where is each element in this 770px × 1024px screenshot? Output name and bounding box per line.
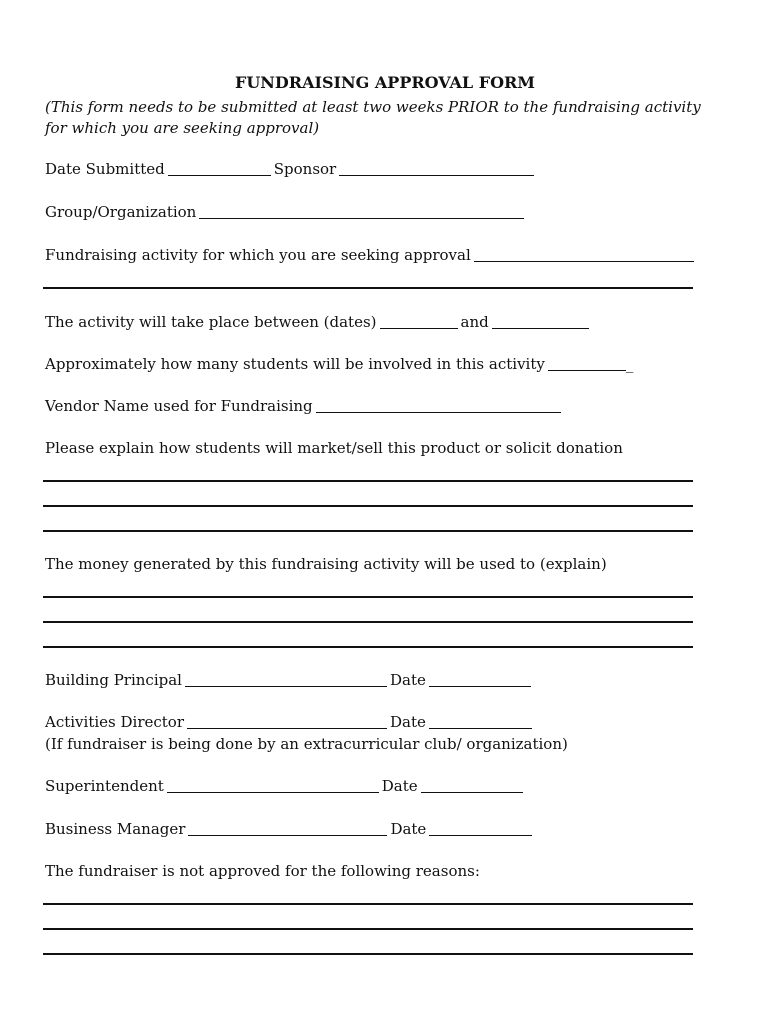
activities-director-signature-field[interactable] bbox=[187, 714, 387, 729]
not-approved-line-1[interactable] bbox=[43, 903, 693, 905]
business-manager-label: Business Manager bbox=[45, 820, 186, 838]
row-dates bbox=[45, 312, 592, 332]
row-principal bbox=[45, 670, 534, 690]
row-activities-director bbox=[45, 712, 535, 732]
row-vendor bbox=[45, 396, 564, 416]
form-subtitle: (This form needs to be submitted at least two weeks PRIOR to the fundraising activity for which you are seeking approval) bbox=[45, 98, 701, 137]
start-date-field[interactable] bbox=[380, 314, 458, 329]
activities-director-label: Activities Director bbox=[45, 713, 184, 731]
vendor-label: Vendor Name used for Fundraising bbox=[45, 397, 313, 415]
students-field[interactable] bbox=[548, 356, 626, 371]
market-line-2[interactable] bbox=[43, 505, 693, 507]
row-group bbox=[45, 202, 527, 222]
row-money bbox=[45, 554, 607, 574]
money-line-3[interactable] bbox=[43, 646, 693, 648]
row-market bbox=[45, 438, 623, 458]
principal-signature-field[interactable] bbox=[185, 672, 387, 687]
activities-director-date-label: Date bbox=[390, 713, 426, 731]
market-line-1[interactable] bbox=[43, 480, 693, 482]
business-manager-date-field[interactable] bbox=[429, 821, 532, 836]
principal-date-field[interactable] bbox=[429, 672, 531, 687]
date-submitted-label: Date Submitted bbox=[45, 160, 165, 178]
superintendent-label: Superintendent bbox=[45, 777, 164, 795]
group-field[interactable] bbox=[199, 204, 524, 219]
row-business-manager bbox=[45, 819, 535, 839]
money-label: The money generated by this fundraising activity will be used to (explain) bbox=[45, 555, 607, 573]
end-date-field[interactable] bbox=[492, 314, 589, 329]
business-manager-date-label: Date bbox=[390, 820, 427, 838]
row-not-approved bbox=[45, 861, 480, 881]
row-activity bbox=[45, 245, 697, 265]
group-label: Group/Organization bbox=[45, 203, 197, 221]
market-line-3[interactable] bbox=[43, 530, 693, 532]
students-suffix: _ bbox=[625, 355, 634, 373]
dates-label: The activity will take place between (dates) bbox=[45, 313, 377, 331]
date-submitted-field[interactable] bbox=[168, 161, 271, 176]
superintendent-date-field[interactable] bbox=[421, 778, 523, 793]
principal-label: Building Principal bbox=[45, 671, 182, 689]
money-line-1[interactable] bbox=[43, 596, 693, 598]
activities-director-note: (If fundraiser is being done by an extracurricular club/ organization) bbox=[45, 735, 568, 753]
activity-line-2[interactable] bbox=[43, 287, 693, 289]
superintendent-signature-field[interactable] bbox=[167, 778, 379, 793]
row-superintendent bbox=[45, 776, 526, 796]
form-title: FUNDRAISING APPROVAL FORM bbox=[234, 73, 536, 92]
activity-label: Fundraising activity for which you are seeking approval bbox=[45, 246, 471, 264]
not-approved-line-3[interactable] bbox=[43, 953, 693, 955]
superintendent-date-label: Date bbox=[381, 777, 418, 795]
business-manager-signature-field[interactable] bbox=[188, 821, 387, 836]
not-approved-line-2[interactable] bbox=[43, 928, 693, 930]
not-approved-label: The fundraiser is not approved for the following reasons: bbox=[45, 862, 480, 880]
row-students bbox=[45, 354, 633, 374]
sponsor-label: Sponsor bbox=[273, 160, 337, 178]
students-label: Approximately how many students will be involved in this activity bbox=[45, 355, 545, 373]
row-date-sponsor bbox=[45, 159, 537, 179]
principal-date-label: Date bbox=[389, 671, 426, 689]
activity-field[interactable] bbox=[474, 247, 694, 262]
vendor-field[interactable] bbox=[316, 398, 561, 413]
money-line-2[interactable] bbox=[43, 621, 693, 623]
activities-director-date-field[interactable] bbox=[429, 714, 532, 729]
market-label: Please explain how students will market/sell this product or solicit donation bbox=[45, 439, 623, 457]
sponsor-field[interactable] bbox=[339, 161, 534, 176]
and-label: and bbox=[460, 313, 489, 331]
